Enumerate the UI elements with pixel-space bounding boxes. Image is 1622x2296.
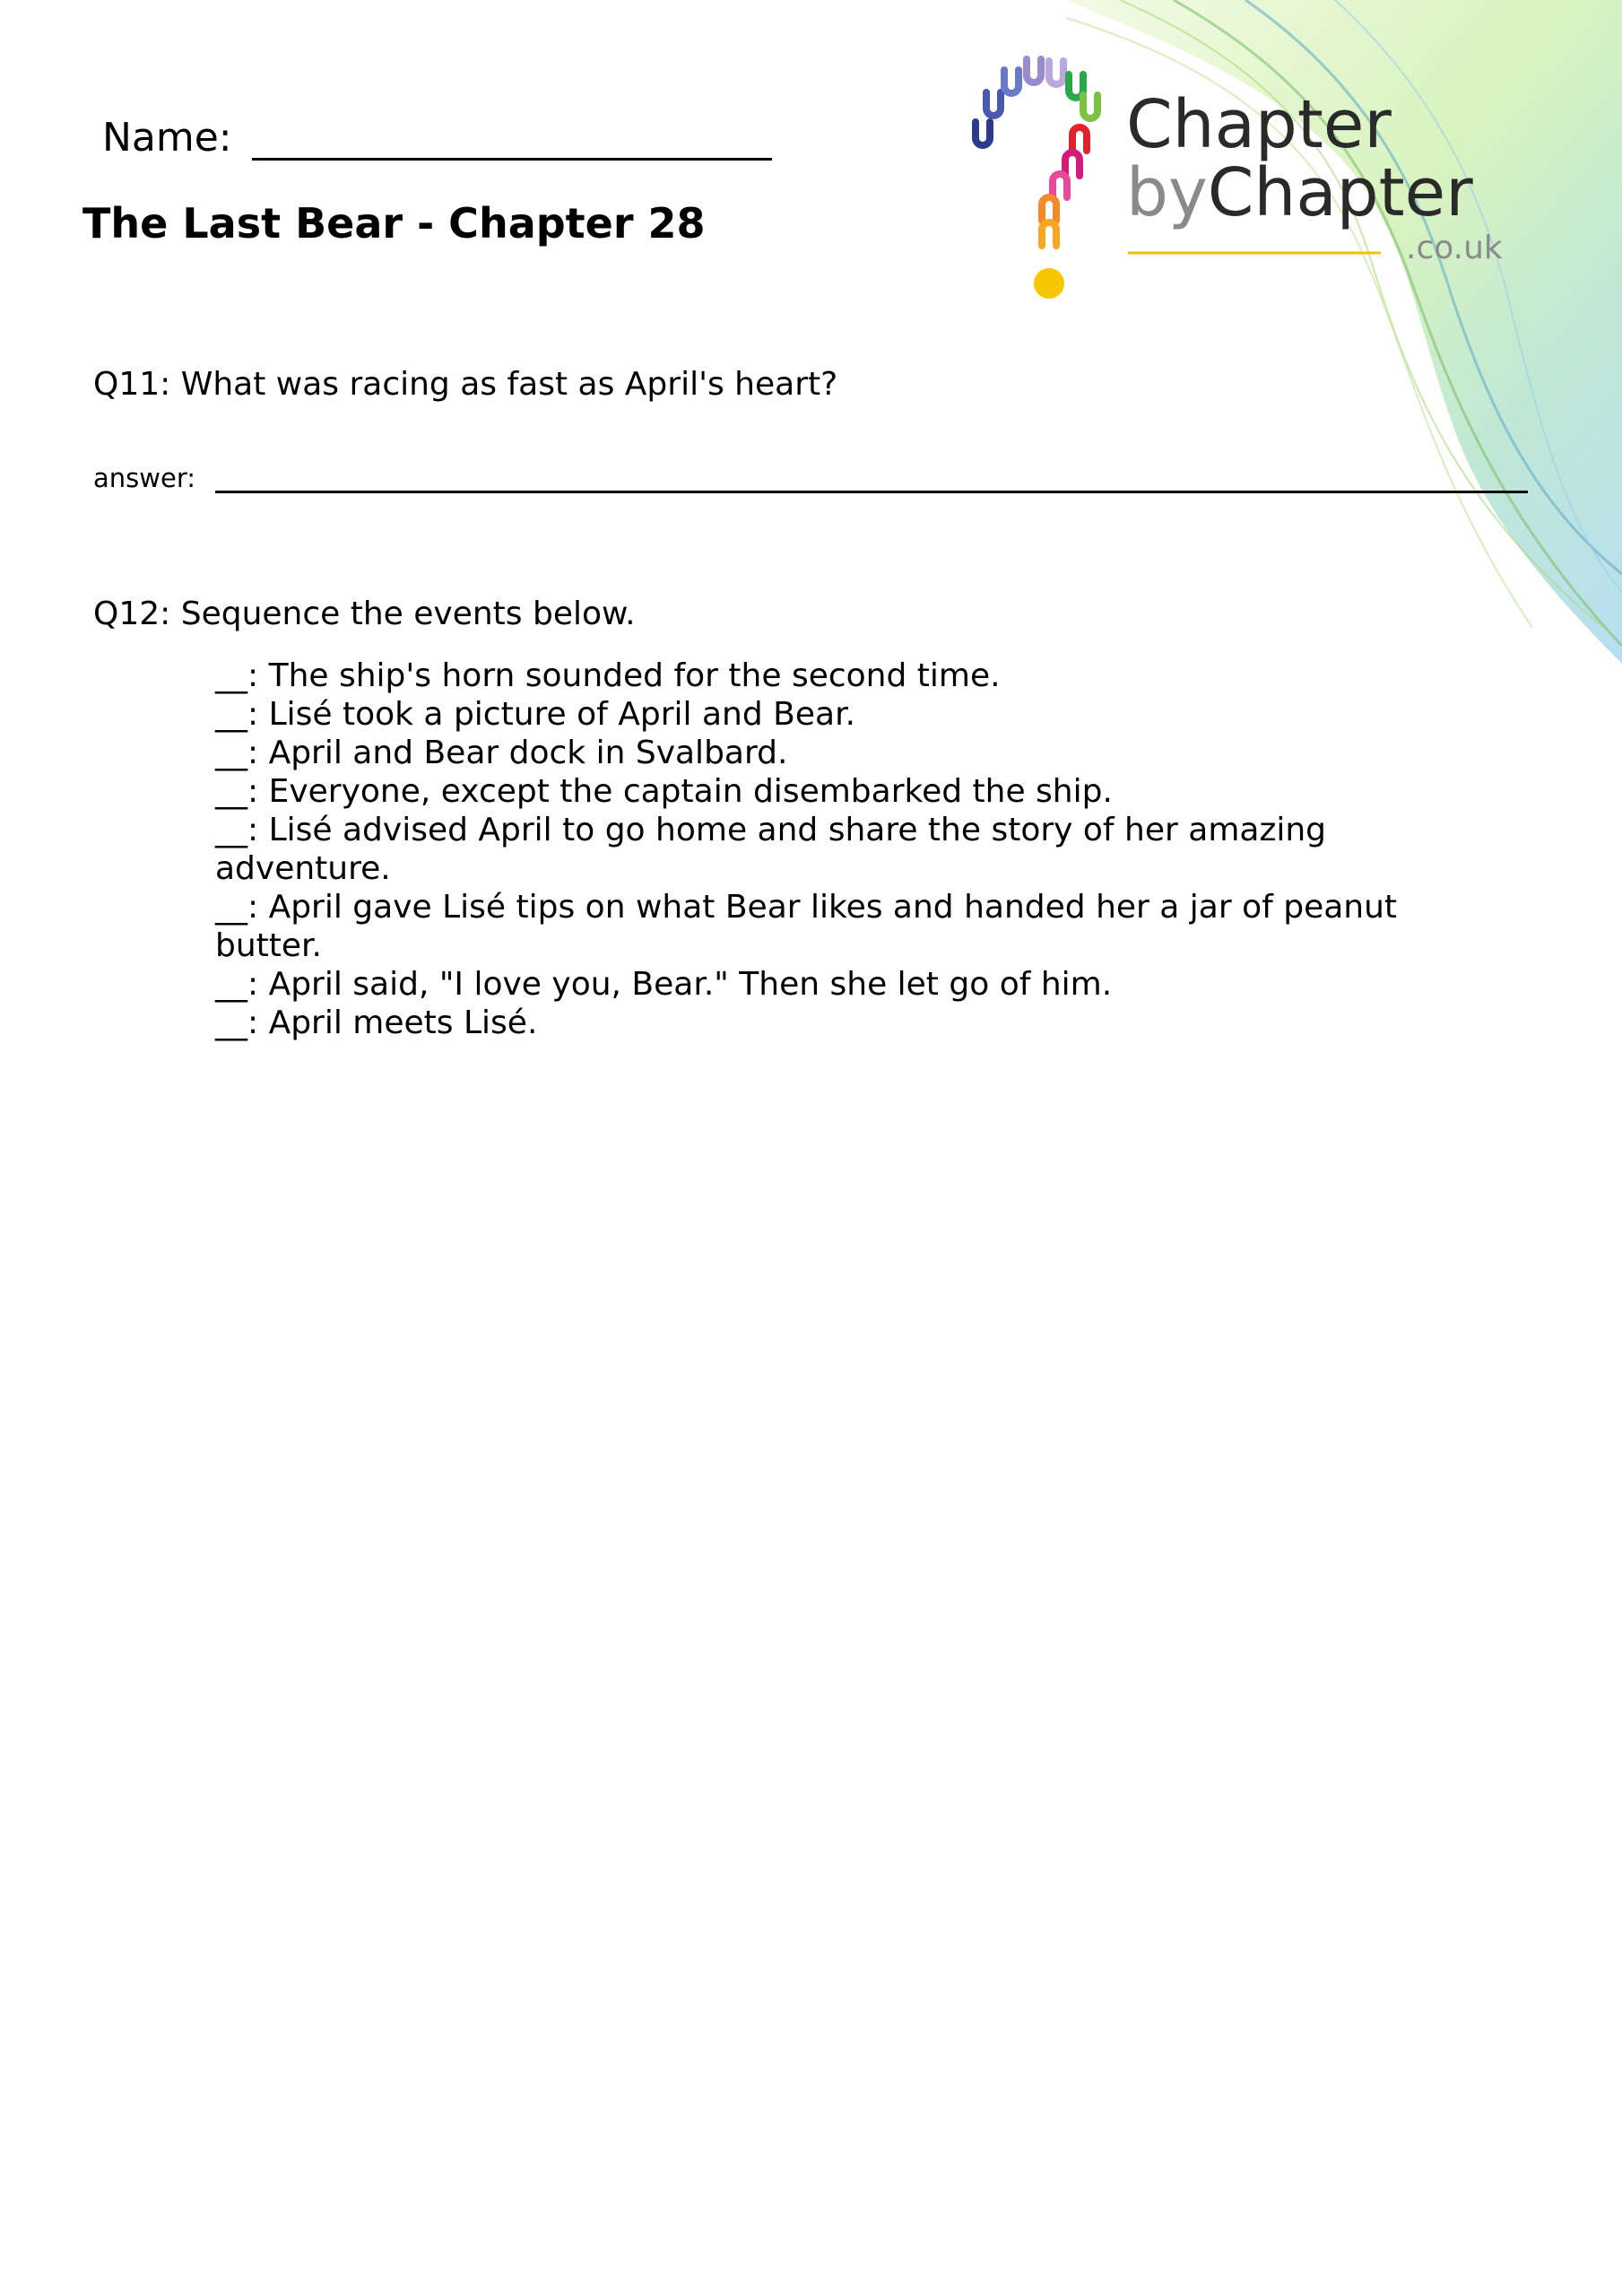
chapter-by-chapter-logo	[959, 52, 1551, 312]
logo-by-text: by	[1126, 154, 1208, 231]
answer-label: answer:	[93, 463, 196, 493]
name-label: Name:	[102, 115, 232, 161]
event-item[interactable]: __: April said, "I love you, Bear." Then she let go of him.	[215, 966, 1113, 1003]
name-input-line[interactable]	[252, 118, 772, 161]
event-list	[215, 657, 1470, 1042]
logo-dot	[1034, 268, 1064, 299]
answer-input-line[interactable]	[215, 464, 1528, 493]
name-row	[102, 115, 772, 161]
event-item[interactable]: __: April gave Lisé tips on what Bear likes and handed her a jar of peanut butter.	[215, 889, 1398, 964]
logo-chapter-text: Chapter	[1126, 86, 1392, 163]
event-item[interactable]: __: Lisé took a picture of April and Bear.	[215, 696, 856, 733]
event-item[interactable]: __: Lisé advised April to go home and share the story of her amazing adventure.	[215, 812, 1327, 887]
question-12: Q12: Sequence the events below.	[93, 596, 636, 632]
answer-row	[93, 463, 1528, 493]
event-item[interactable]: __: April and Bear dock in Svalbard.	[215, 735, 788, 771]
logo-chapter2-text: Chapter	[1207, 154, 1473, 231]
event-item[interactable]: __: The ship's horn sounded for the second time.	[215, 657, 1001, 694]
question-11: Q11: What was racing as fast as April's heart?	[93, 366, 838, 403]
worksheet-title: The Last Bear - Chapter 28	[82, 199, 706, 248]
event-item[interactable]: __: Everyone, except the captain disembarked the ship.	[215, 773, 1113, 810]
logo-suffix-text: .co.uk	[1406, 230, 1503, 266]
logo-bychapter-text	[1126, 154, 1473, 231]
event-item[interactable]: __: April meets Lisé.	[215, 1004, 538, 1041]
